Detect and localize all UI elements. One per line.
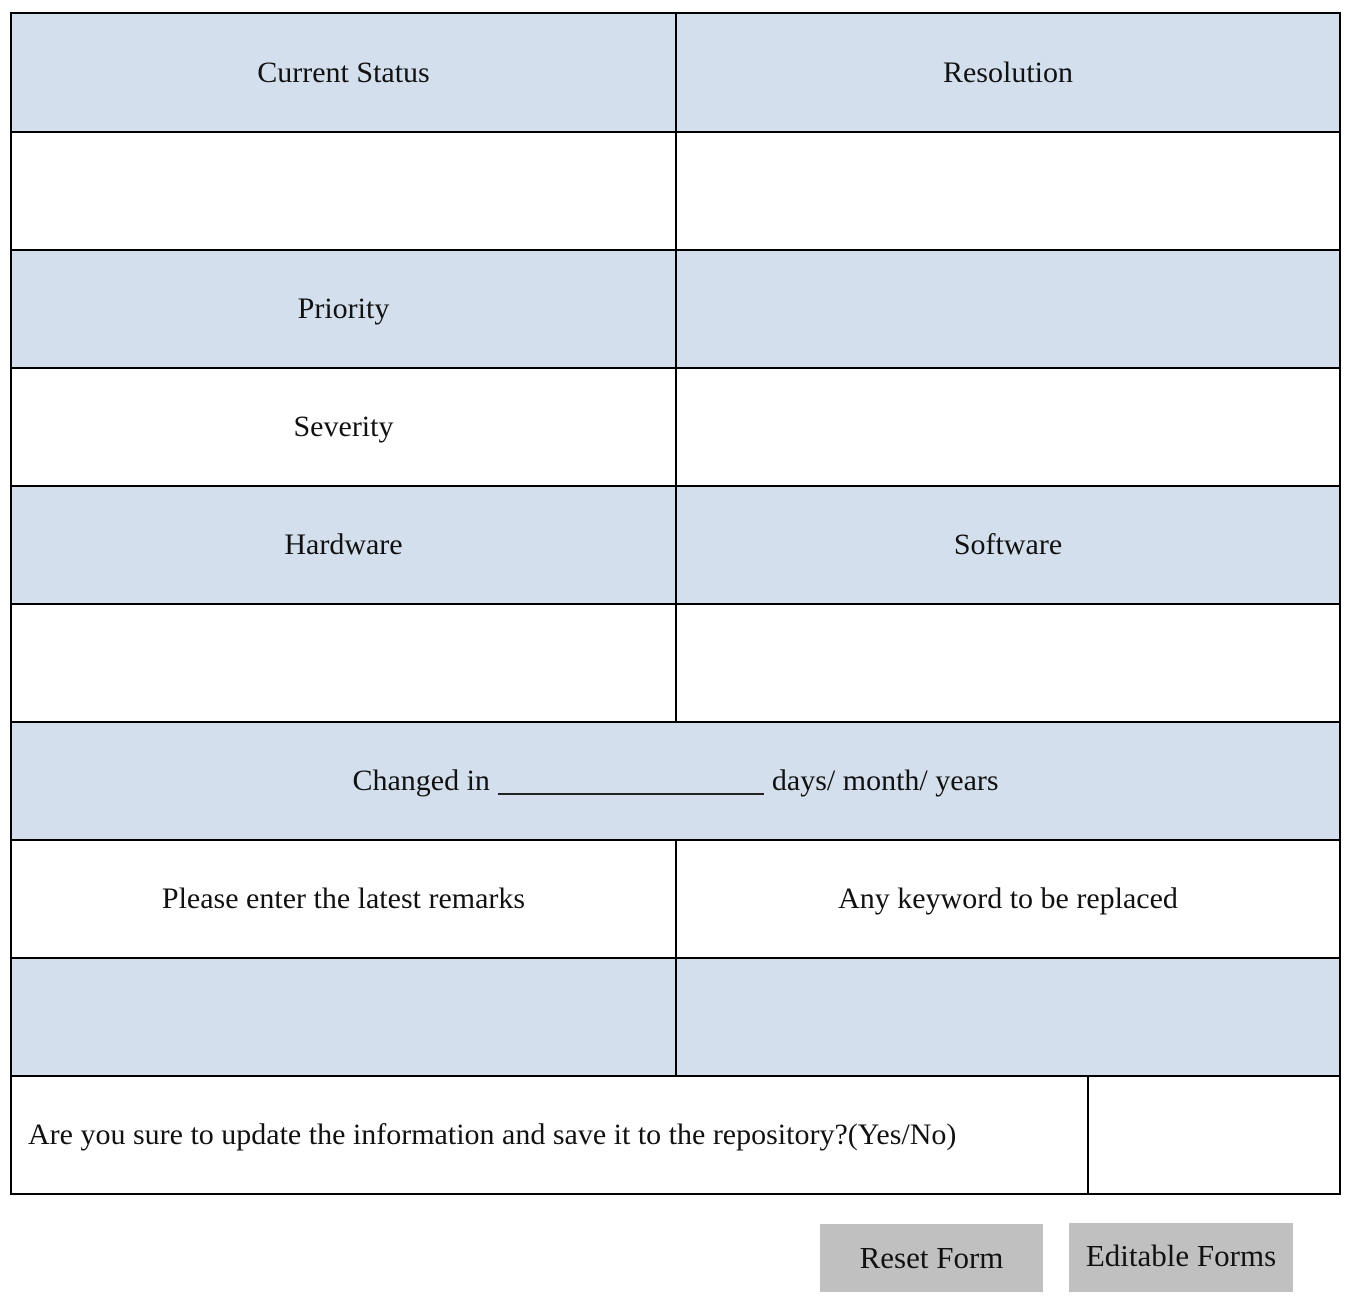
row-changed-in (12, 721, 1339, 839)
changed-in-suffix: days/ month/ years (771, 764, 999, 797)
keyword-replace-label: Any keyword to be replaced (838, 882, 1178, 915)
latest-remarks-label: Please enter the latest remarks (12, 841, 677, 957)
severity-field[interactable] (677, 369, 1339, 485)
current-status-label: Current Status (12, 14, 677, 131)
row-status-resolution-header (12, 14, 1339, 131)
hardware-field[interactable] (12, 605, 677, 721)
resolution-label: Resolution (942, 55, 1073, 89)
row-remarks-keyword-inputs (12, 957, 1339, 1075)
changed-in-cell (12, 723, 1339, 839)
hardware-label: Hardware (12, 487, 677, 603)
confirm-update-question: Are you sure to update the information and save it to the repository?(Yes/No) (12, 1077, 1089, 1193)
priority-label: Priority (12, 251, 677, 367)
current-status-field[interactable] (12, 133, 677, 249)
keyword-replace-field[interactable] (677, 959, 1339, 1075)
severity-label: Severity (12, 369, 677, 485)
latest-remarks-field[interactable] (12, 959, 677, 1075)
priority-field[interactable] (677, 251, 1339, 367)
row-severity (12, 367, 1339, 485)
software-label: Software (953, 528, 1063, 561)
changed-in-prefix: Changed in (352, 764, 490, 797)
bug-update-form-table (10, 12, 1341, 1195)
editable-forms-button[interactable]: Editable Forms (1069, 1223, 1293, 1292)
row-hardware-software-header (12, 485, 1339, 603)
row-confirm-update (12, 1075, 1339, 1193)
row-remarks-keyword-header (12, 839, 1339, 957)
reset-form-button[interactable]: Reset Form (820, 1224, 1043, 1292)
changed-in-blank-field[interactable] (498, 767, 764, 795)
resolution-field[interactable] (677, 133, 1339, 249)
row-hardware-software-inputs (12, 603, 1339, 721)
confirm-update-answer-field[interactable] (1089, 1077, 1339, 1193)
row-priority (12, 249, 1339, 367)
software-field[interactable] (677, 605, 1339, 721)
row-status-resolution-inputs (12, 131, 1339, 249)
